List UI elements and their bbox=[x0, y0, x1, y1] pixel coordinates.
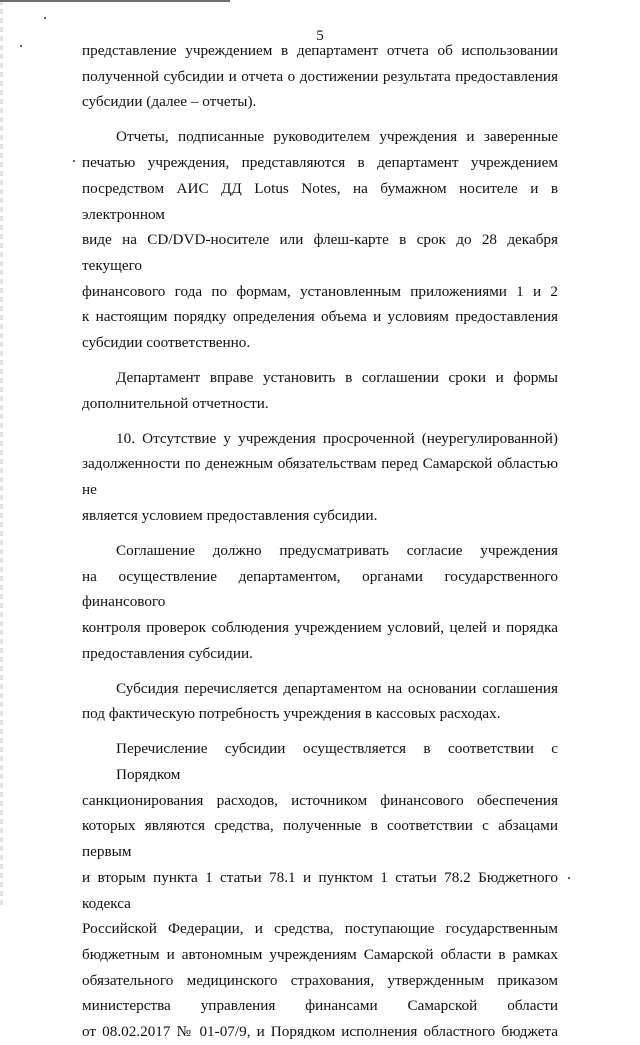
scan-edge bbox=[0, 0, 3, 905]
paragraph bbox=[82, 426, 558, 529]
text-line: полученной субсидии и отчета о достижении результата предоставления bbox=[82, 67, 558, 85]
paragraph bbox=[82, 676, 558, 727]
text-line: дополнительной отчетности. bbox=[82, 394, 269, 412]
text-line: к настоящим порядку определения объема и условиям предоставления bbox=[82, 308, 558, 326]
text-line: предоставления субсидии. bbox=[82, 644, 253, 662]
text-line: министерства управления финансами Самарской области bbox=[82, 997, 558, 1015]
paragraph bbox=[82, 365, 558, 416]
scan-speck bbox=[568, 877, 570, 879]
text-line: субсидии соответственно. bbox=[82, 334, 251, 352]
text-line: на осуществление департаментом, органами государственного финансового bbox=[82, 567, 558, 611]
paragraph bbox=[82, 736, 558, 1044]
text-line: виде на CD/DVD-носителе или флеш-карте в срок до 28 декабря текущего bbox=[82, 231, 558, 274]
paragraph bbox=[82, 124, 558, 355]
text-line: от 08.02.2017 № 01-07/9, и Порядком исполнения областного бюджета bbox=[82, 1023, 558, 1041]
page-number: 5 bbox=[316, 28, 324, 44]
scan-speck bbox=[20, 45, 22, 47]
text-line: финансового года по формам, установленным приложениями 1 и 2 bbox=[82, 282, 558, 300]
text-line: представление учреждением в департамент отчета об использовании bbox=[82, 42, 558, 59]
text-line: санкционирования расходов, источником финансового обеспечения bbox=[82, 791, 558, 809]
text-line: бюджетным и автономным учреждениям Самарской области в рамках bbox=[82, 945, 558, 963]
text-line: Департамент вправе установить в соглашении сроки и формы bbox=[116, 369, 558, 387]
text-line: посредством АИС ДД Lotus Notes, на бумажном носителе и в электронном bbox=[82, 179, 558, 223]
top-rule bbox=[0, 0, 230, 2]
document-body bbox=[82, 38, 558, 1045]
text-line: обязательного медицинского страхования, утвержденным приказом bbox=[82, 971, 558, 989]
text-line: Субсидия перечисляется департаментом на основании соглашения bbox=[116, 679, 558, 697]
text-line: которых являются средства, полученные в соответствии с абзацами первым bbox=[82, 817, 558, 861]
text-line: под фактическую потребность учреждения в кассовых расходах. bbox=[82, 705, 501, 723]
text-line: Соглашение должно предусматривать согласие учреждения bbox=[116, 541, 558, 559]
text-line: субсидии (далее – отчеты). bbox=[82, 93, 257, 111]
text-line: Российской Федерации, и средства, поступающие государственным bbox=[82, 920, 558, 938]
text-line: 10. Отсутствие у учреждения просроченной (неурегулированной) bbox=[116, 429, 558, 447]
text-line: контроля проверок соблюдения учреждением условий, целей и порядка bbox=[82, 618, 558, 636]
paragraph bbox=[82, 38, 558, 115]
text-line: печатью учреждения, представляются в департамент учреждением bbox=[82, 154, 558, 172]
paragraph bbox=[82, 538, 558, 667]
text-line: и вторым пункта 1 статьи 78.1 и пунктом 1 статьи 78.2 Бюджетного кодекса bbox=[82, 868, 558, 912]
text-line: задолженности по денежным обязательствам перед Самарской областью не bbox=[82, 455, 558, 499]
text-line: является условием предоставления субсидии. bbox=[82, 506, 378, 524]
text-line: Отчеты, подписанные руководителем учреждения и заверенные bbox=[116, 128, 558, 146]
scan-speck bbox=[44, 17, 46, 19]
scan-speck bbox=[73, 160, 75, 162]
text-line: Перечисление субсидии осуществляется в соответствии с Порядком bbox=[116, 740, 558, 784]
